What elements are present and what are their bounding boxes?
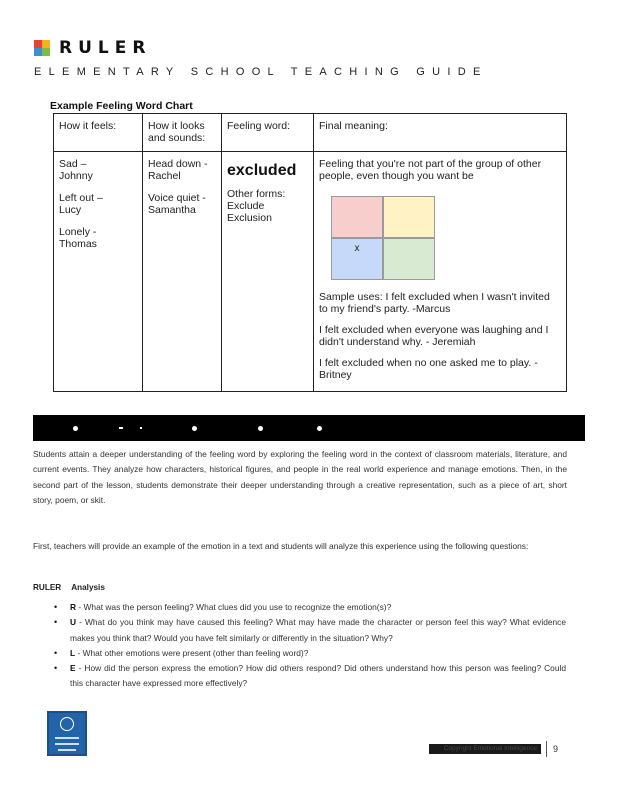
page-number: 9 <box>553 744 559 754</box>
body-paragraph: Students attain a deeper understanding of the feeling word by exploring the feeling word in the context of classroom materials, literature, and current events. They analyze how characters, historical figures, and people in the real world experience and manage emotions. Then, in the second part of the lesson, students demonstrate their deeper understanding through a creative representation, such as a piece of art, short story, poem, or skit. <box>33 449 567 505</box>
looks-entry: Head down - <box>148 158 208 170</box>
header-tick-icon <box>140 427 142 429</box>
bullet-icon: • <box>54 647 58 658</box>
header-dot-icon <box>192 426 197 431</box>
footer-copyright: Copyright Emotional Intelligence <box>443 745 537 752</box>
ruler-letter: R <box>70 602 77 612</box>
question-text: - What other emotions were present (other than feeling word)? <box>77 647 309 658</box>
badge-line <box>58 749 76 751</box>
sample-use: Sample uses: I felt excluded when I wasn't invited to my friend's party. -Marcus <box>319 291 550 315</box>
section-header-bar <box>33 415 585 441</box>
ruler-logo <box>34 38 151 58</box>
ruler-letter: L <box>70 647 76 658</box>
column-header-feels: How it feels: <box>54 114 143 152</box>
feels-entry-name: Johnny <box>59 170 93 182</box>
footer-copyright-box <box>429 744 541 754</box>
mood-quadrant-blue <box>331 238 383 280</box>
column-header-looks: How it looks and sounds: <box>143 114 222 152</box>
ruler-label: RULER <box>33 583 62 592</box>
mood-meter-mark: x <box>354 243 360 254</box>
badge-line <box>55 743 79 745</box>
ruler-letter: U <box>70 617 77 628</box>
looks-cell <box>143 152 222 392</box>
body-paragraph: First, teachers will provide an example of the emotion in a text and students will analyze this experience using the following questions: <box>33 541 529 551</box>
feels-entry: Lonely - <box>59 226 97 238</box>
header-dot-icon <box>258 426 263 431</box>
list-item <box>54 615 567 646</box>
logo-square-red <box>34 40 42 48</box>
bullet-icon: • <box>54 663 58 674</box>
final-meaning: Feeling that you're not part of the group of other people, even though you want be <box>319 158 542 182</box>
chart-title: Example Feeling Word Chart <box>50 100 193 112</box>
mood-meter-grid <box>331 196 435 280</box>
looks-entry: Voice quiet - <box>148 192 206 204</box>
badge-line <box>55 737 79 739</box>
sample-use: I felt excluded when no one asked me to play. - Britney <box>319 357 538 381</box>
other-form: Exclusion <box>227 212 272 224</box>
chart-header-row <box>54 114 567 152</box>
question-text: - What was the person feeling? What clues did you use to recognize the emotion(s)? <box>78 602 392 612</box>
looks-entry-name: Rachel <box>148 170 181 182</box>
list-item <box>54 661 567 692</box>
column-header-meaning: Final meaning: <box>314 114 567 152</box>
list-item <box>54 600 566 615</box>
school-badge-icon <box>47 711 87 756</box>
header-dot-icon <box>73 426 78 431</box>
ruler-letter: E <box>70 663 76 674</box>
chart-body-row <box>54 152 567 392</box>
logo-square-yellow <box>42 40 50 48</box>
analysis-label: Analysis <box>71 583 105 592</box>
feels-entry-name: Thomas <box>59 238 97 250</box>
feels-cell <box>54 152 143 392</box>
ruler-logo-mark-icon <box>34 40 50 56</box>
ruler-question-list <box>54 600 567 692</box>
word-cell <box>222 152 314 392</box>
list-item <box>54 646 566 661</box>
feels-entry: Left out – <box>59 192 103 204</box>
question-text: - How did the person express the emotion? How did others respond? Did others understand how this person was feeling? Could this character have expressed more effectively? <box>70 663 567 689</box>
header-dot-icon <box>317 426 322 431</box>
bullet-icon: • <box>54 617 58 628</box>
meaning-cell <box>314 152 567 392</box>
mood-quadrant-red <box>331 196 383 238</box>
logo-square-blue <box>34 48 42 56</box>
ruler-analysis-heading <box>33 583 105 592</box>
mood-quadrant-green <box>383 238 435 280</box>
badge-emblem-icon <box>60 717 74 731</box>
header-dash-icon <box>119 427 123 429</box>
bullet-icon: • <box>54 602 58 612</box>
sample-use: I felt excluded when everyone was laughing and I didn't understand why. - Jeremiah <box>319 324 549 348</box>
other-forms-label: Other forms: <box>227 188 286 200</box>
column-header-word: Feeling word: <box>222 114 314 152</box>
logo-text: RULER <box>59 38 152 58</box>
feels-entry: Sad – <box>59 158 87 170</box>
feeling-word: excluded <box>227 162 297 179</box>
mood-quadrant-yellow <box>383 196 435 238</box>
logo-square-green <box>42 48 50 56</box>
footer-divider <box>546 741 547 757</box>
question-text: - What do you think may have caused this feeling? What may have made the character or person feel this way? What evidence makes you think that? Would you have felt similarly or differently in the situation? Why? <box>70 617 567 643</box>
looks-entry-name: Samantha <box>148 204 196 216</box>
other-form: Exclude <box>227 200 265 212</box>
feels-entry-name: Lucy <box>59 204 82 216</box>
guide-subtitle: ELEMENTARY SCHOOL TEACHING GUIDE <box>34 66 488 78</box>
feeling-word-chart <box>53 113 567 392</box>
